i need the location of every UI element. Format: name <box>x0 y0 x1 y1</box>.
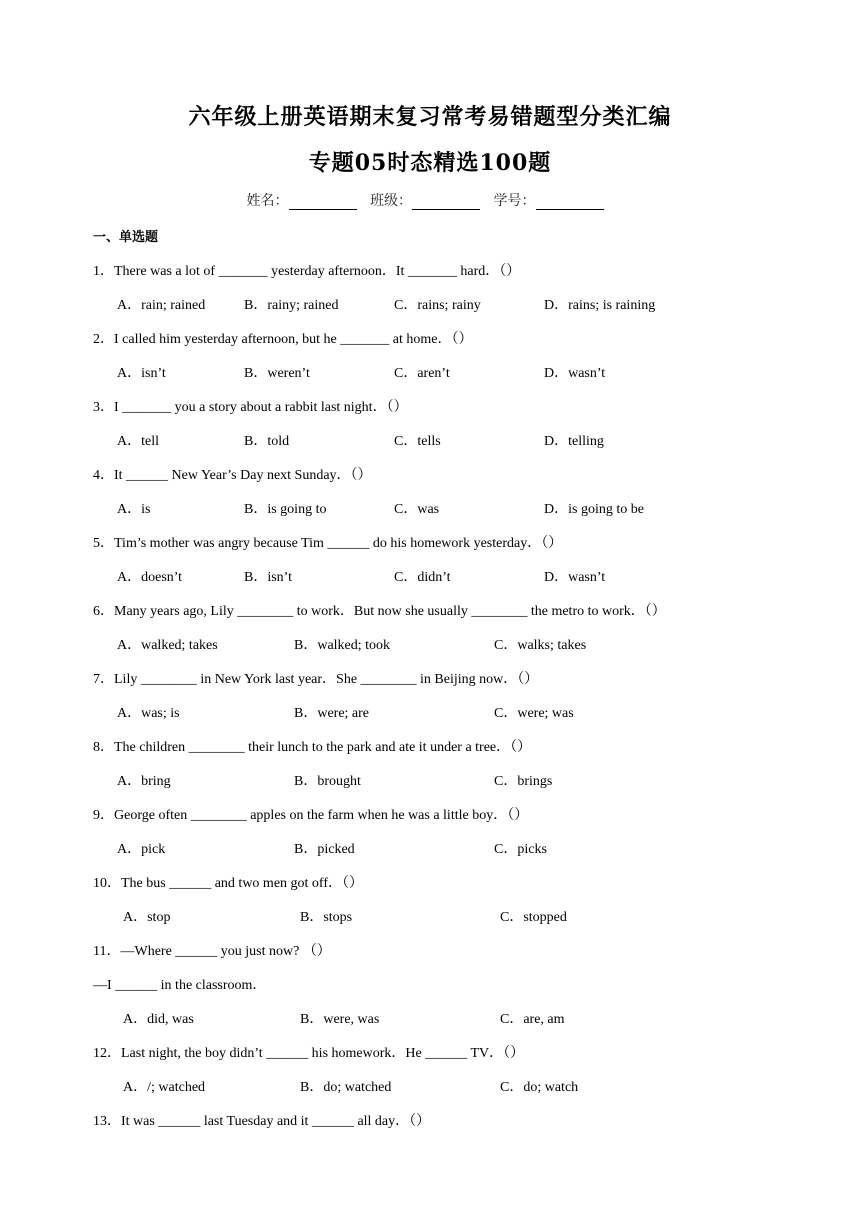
answer-option[interactable]: C．do; watch <box>500 1080 579 1095</box>
question-text: 6．Many years ago, Lily ________ to work．But now she usually ________ the metro to work．（） <box>93 604 666 619</box>
answer-option[interactable]: D．wasn’t <box>544 366 606 381</box>
answer-option[interactable]: B．stops <box>300 910 353 925</box>
answer-option[interactable]: C．tells <box>394 434 441 449</box>
question-subline: —I ______ in the classroom． <box>93 978 267 993</box>
answer-option[interactable]: B．walked; took <box>294 638 391 653</box>
answer-option[interactable]: B．weren’t <box>244 366 310 381</box>
answer-option[interactable]: A．walked; takes <box>117 638 218 653</box>
answer-option[interactable]: B．were, was <box>300 1012 380 1027</box>
option-row <box>123 1076 823 1096</box>
name-blank <box>289 195 357 210</box>
answer-option[interactable]: C．aren’t <box>394 366 450 381</box>
option-row <box>117 770 817 790</box>
answer-option[interactable]: B．do; watched <box>300 1080 392 1095</box>
answer-option[interactable]: C．are, am <box>500 1012 565 1027</box>
question-text: 13．It was ______ last Tuesday and it ______ all day．（） <box>93 1114 431 1129</box>
option-row <box>117 294 817 314</box>
document-subtitle: 专题05时态精选100题 <box>308 150 552 176</box>
question-text: 10．The bus ______ and two men got off．（） <box>93 876 363 891</box>
document-title: 六年级上册英语期末复习常考易错题型分类汇编 <box>188 104 672 130</box>
question-text: 8．The children ________ their lunch to the park and ate it under a tree．（） <box>93 740 532 755</box>
answer-option[interactable]: D．wasn’t <box>544 570 606 585</box>
answer-option[interactable]: A．is <box>117 502 151 517</box>
name-label: 姓名： <box>246 194 289 209</box>
answer-option[interactable]: A．pick <box>117 842 166 857</box>
answer-option[interactable]: A．isn’t <box>117 366 166 381</box>
question-text: 5．Tim’s mother was angry because Tim ______ do his homework yesterday．（） <box>93 536 563 551</box>
answer-option[interactable]: D．telling <box>544 434 604 449</box>
question-text: 12．Last night, the boy didn’t ______ his homework．He ______ TV．（） <box>93 1046 525 1061</box>
answer-option[interactable]: B．isn’t <box>244 570 292 585</box>
option-row <box>117 498 817 518</box>
option-row <box>117 702 817 722</box>
question-text: 9．George often ________ apples on the farm when he was a little boy．（） <box>93 808 529 823</box>
answer-option[interactable]: A．doesn’t <box>117 570 183 585</box>
answer-option[interactable]: B．is going to <box>244 502 327 517</box>
option-row <box>117 566 817 586</box>
question-text: 11．—Where ______ you just now? （） <box>93 944 331 959</box>
option-row <box>123 1008 823 1028</box>
option-row <box>117 430 817 450</box>
answer-option[interactable]: A．was; is <box>117 706 180 721</box>
answer-option[interactable]: C．brings <box>494 774 553 789</box>
question-text: 3．I _______ you a story about a rabbit last night．（） <box>93 400 408 415</box>
answer-option[interactable]: B．picked <box>294 842 355 857</box>
number-label: 学号： <box>493 194 536 209</box>
class-label: 班级： <box>370 194 412 209</box>
answer-option[interactable]: A．/; watched <box>123 1080 206 1095</box>
option-row <box>117 838 817 858</box>
number-blank <box>536 195 604 210</box>
answer-option[interactable]: C．picks <box>494 842 547 857</box>
section-heading: 一、单选题 <box>93 230 159 245</box>
answer-option[interactable]: D．is going to be <box>544 502 644 517</box>
answer-option[interactable]: C．walks; takes <box>494 638 587 653</box>
answer-option[interactable]: A．tell <box>117 434 159 449</box>
answer-option[interactable]: A．bring <box>117 774 171 789</box>
answer-option[interactable]: A．stop <box>123 910 171 925</box>
answer-option[interactable]: B．brought <box>294 774 361 789</box>
student-info-line <box>0 190 860 210</box>
option-row <box>117 362 817 382</box>
class-blank <box>412 195 480 210</box>
question-text: 7．Lily ________ in New York last year．She ________ in Beijing now．（） <box>93 672 539 687</box>
answer-option[interactable]: C．stopped <box>500 910 567 925</box>
option-row <box>117 634 817 654</box>
answer-option[interactable]: C．didn’t <box>394 570 451 585</box>
answer-option[interactable]: B．were; are <box>294 706 370 721</box>
answer-option[interactable]: C．was <box>394 502 440 517</box>
answer-option[interactable]: B．told <box>244 434 290 449</box>
option-row <box>123 906 823 926</box>
answer-option[interactable]: D．rains; is raining <box>544 298 656 313</box>
answer-option[interactable]: A．rain; rained <box>117 298 206 313</box>
question-text: 2．I called him yesterday afternoon, but he _______ at home．（） <box>93 332 473 347</box>
question-text: 1．There was a lot of _______ yesterday afternoon．It _______ hard．（） <box>93 264 521 279</box>
question-text: 4．It ______ New Year’s Day next Sunday．（） <box>93 468 372 483</box>
answer-option[interactable]: A．did, was <box>123 1012 194 1027</box>
answer-option[interactable]: C．were; was <box>494 706 574 721</box>
answer-option[interactable]: C．rains; rainy <box>394 298 481 313</box>
answer-option[interactable]: B．rainy; rained <box>244 298 339 313</box>
